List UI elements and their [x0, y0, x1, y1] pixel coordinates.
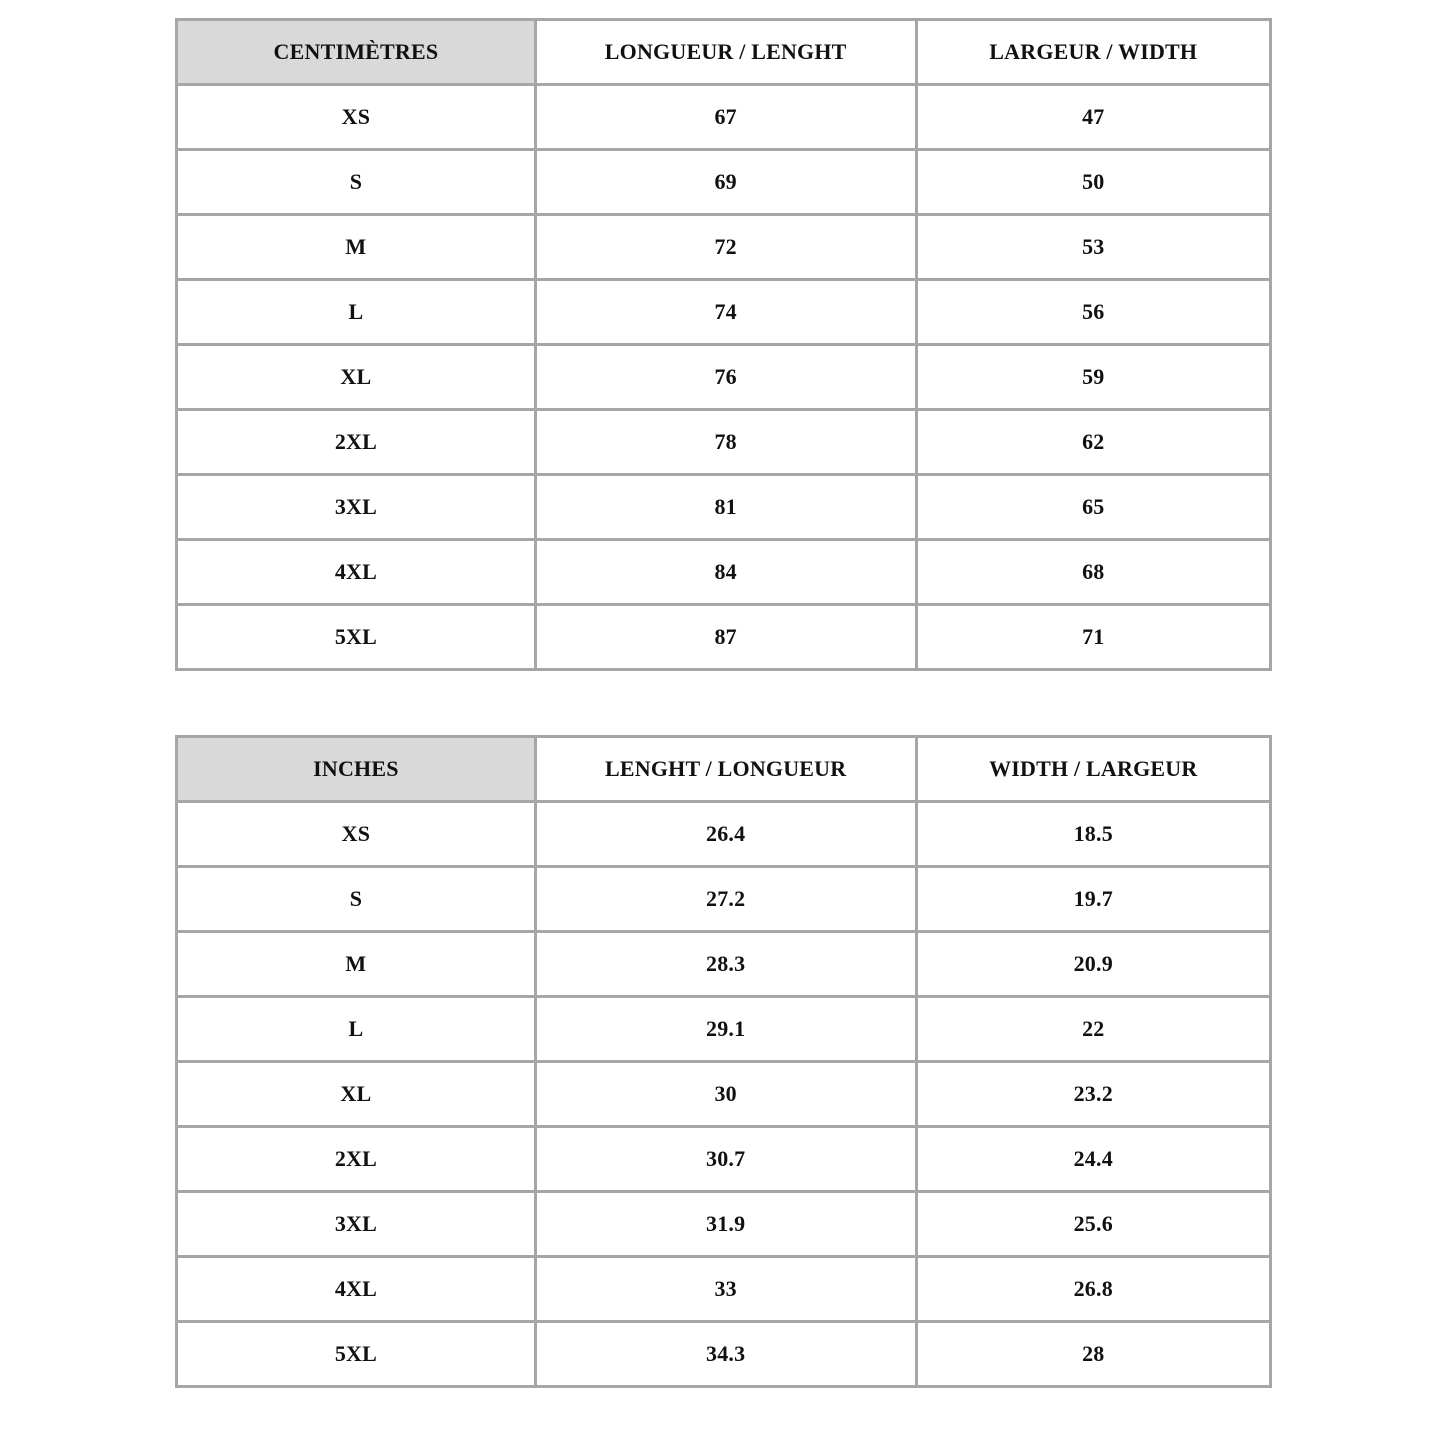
- table-row: [177, 540, 1271, 605]
- length-header-cell: LENGHT / LONGUEUR: [535, 737, 916, 802]
- table-row: [177, 215, 1271, 280]
- size-cell: 4XL: [177, 540, 536, 605]
- length-value-cell: 28.3: [535, 932, 916, 997]
- length-value-cell: 72: [535, 215, 916, 280]
- size-cell: S: [177, 150, 536, 215]
- size-cell: XL: [177, 345, 536, 410]
- length-value-cell: 76: [535, 345, 916, 410]
- width-value-cell: 47: [916, 85, 1270, 150]
- width-value-cell: 62: [916, 410, 1270, 475]
- width-header-cell: LARGEUR / WIDTH: [916, 20, 1270, 85]
- width-value-cell: 65: [916, 475, 1270, 540]
- size-cell: 3XL: [177, 1192, 536, 1257]
- size-cell: 4XL: [177, 1257, 536, 1322]
- length-value-cell: 26.4: [535, 802, 916, 867]
- width-value-cell: 53: [916, 215, 1270, 280]
- width-value-cell: 26.8: [916, 1257, 1270, 1322]
- width-value-cell: 25.6: [916, 1192, 1270, 1257]
- width-value-cell: 18.5: [916, 802, 1270, 867]
- unit-header-cell: INCHES: [177, 737, 536, 802]
- width-value-cell: 59: [916, 345, 1270, 410]
- length-header-cell: LONGUEUR / LENGHT: [535, 20, 916, 85]
- table-row: [177, 150, 1271, 215]
- table-header-row: [177, 20, 1271, 85]
- width-value-cell: 71: [916, 605, 1270, 670]
- table-row: [177, 475, 1271, 540]
- width-value-cell: 28: [916, 1322, 1270, 1387]
- size-cell: 2XL: [177, 410, 536, 475]
- table-row: [177, 605, 1271, 670]
- size-cell: 3XL: [177, 475, 536, 540]
- length-value-cell: 31.9: [535, 1192, 916, 1257]
- length-value-cell: 81: [535, 475, 916, 540]
- length-value-cell: 78: [535, 410, 916, 475]
- table-row: [177, 1127, 1271, 1192]
- table-header-row: [177, 737, 1271, 802]
- size-cell: S: [177, 867, 536, 932]
- length-value-cell: 67: [535, 85, 916, 150]
- length-value-cell: 33: [535, 1257, 916, 1322]
- width-value-cell: 50: [916, 150, 1270, 215]
- table-row: [177, 997, 1271, 1062]
- table-row: [177, 280, 1271, 345]
- length-value-cell: 27.2: [535, 867, 916, 932]
- length-value-cell: 84: [535, 540, 916, 605]
- table-row: [177, 410, 1271, 475]
- size-cell: XL: [177, 1062, 536, 1127]
- width-header-cell: WIDTH / LARGEUR: [916, 737, 1270, 802]
- width-value-cell: 23.2: [916, 1062, 1270, 1127]
- length-value-cell: 30: [535, 1062, 916, 1127]
- table-row: [177, 802, 1271, 867]
- width-value-cell: 24.4: [916, 1127, 1270, 1192]
- table-row: [177, 85, 1271, 150]
- size-cell: 5XL: [177, 605, 536, 670]
- length-value-cell: 34.3: [535, 1322, 916, 1387]
- size-cell: L: [177, 997, 536, 1062]
- table-row: [177, 1062, 1271, 1127]
- table-row: [177, 867, 1271, 932]
- width-value-cell: 68: [916, 540, 1270, 605]
- width-value-cell: 19.7: [916, 867, 1270, 932]
- size-cell: XS: [177, 802, 536, 867]
- size-cell: L: [177, 280, 536, 345]
- unit-header-cell: CENTIMÈTRES: [177, 20, 536, 85]
- length-value-cell: 69: [535, 150, 916, 215]
- size-cell: M: [177, 215, 536, 280]
- width-value-cell: 56: [916, 280, 1270, 345]
- size-cell: M: [177, 932, 536, 997]
- inches-size-table: [175, 735, 1272, 1388]
- table-row: [177, 1257, 1271, 1322]
- size-cell: 5XL: [177, 1322, 536, 1387]
- table-row: [177, 932, 1271, 997]
- length-value-cell: 30.7: [535, 1127, 916, 1192]
- width-value-cell: 22: [916, 997, 1270, 1062]
- centimeters-size-table: [175, 18, 1272, 671]
- table-row: [177, 1192, 1271, 1257]
- length-value-cell: 87: [535, 605, 916, 670]
- table-row: [177, 345, 1271, 410]
- size-cell: 2XL: [177, 1127, 536, 1192]
- length-value-cell: 74: [535, 280, 916, 345]
- width-value-cell: 20.9: [916, 932, 1270, 997]
- table-row: [177, 1322, 1271, 1387]
- size-cell: XS: [177, 85, 536, 150]
- length-value-cell: 29.1: [535, 997, 916, 1062]
